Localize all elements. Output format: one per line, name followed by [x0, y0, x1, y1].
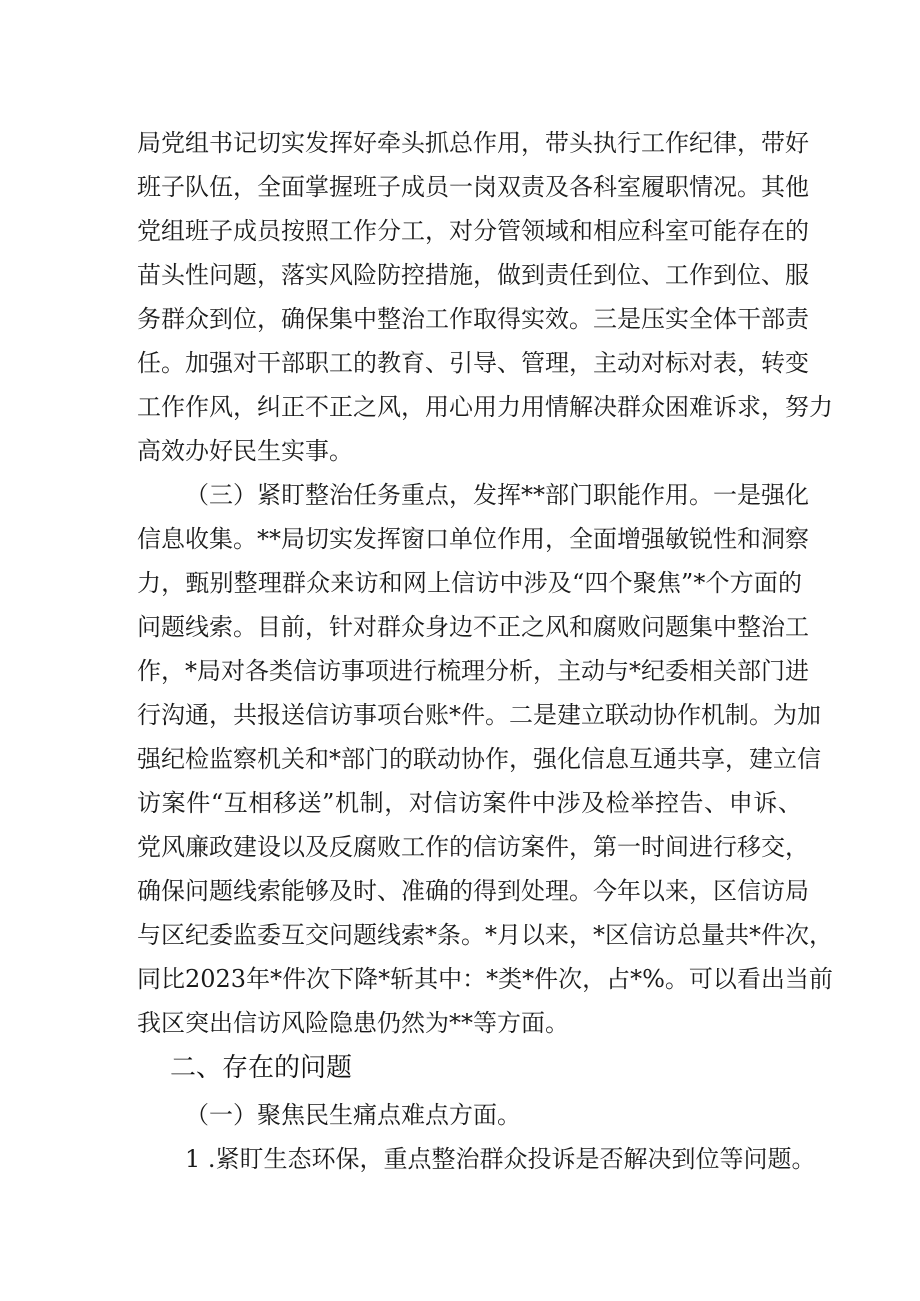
paragraph-line: 与区纪委监委互交问题线索*条。*月以来，*区信访总量共*件次，	[137, 921, 833, 949]
paragraph-line: 同比2023年*件次下降*斩其中：*类*件次，占*%。可以看出当前	[137, 965, 833, 993]
paragraph-line: 局党组书记切实发挥好牵头抓总作用，带头执行工作纪律，带好	[137, 129, 809, 157]
paragraph-line: 苗头性问题，落实风险防控措施，做到责任到位、工作到位、服	[137, 261, 809, 289]
paragraph-line: 作，*局对各类信访事项进行梳理分析，主动与*纪委相关部门进	[137, 657, 809, 685]
section-heading: 二、存在的问题	[170, 1053, 353, 1083]
paragraph-line: 确保问题线索能够及时、准确的得到处理。今年以来，区信访局	[137, 877, 809, 905]
paragraph-line: 班子队伍，全面掌握班子成员一岗双责及各科室履职情况。其他	[137, 173, 809, 201]
paragraph-line: 党组班子成员按照工作分工，对分管领域和相应科室可能存在的	[137, 217, 809, 245]
paragraph-line: 强纪检监察机关和*部门的联动协作，强化信息互通共享，建立信	[137, 745, 821, 773]
paragraph-line: 问题线索。目前，针对群众身边不正之风和腐败问题集中整治工	[137, 613, 809, 641]
paragraph-line: 行沟通，共报送信访事项台账*件。二是建立联动协作机制。为加	[137, 701, 821, 729]
paragraph-line: 我区突出信访风险隐患仍然为**等方面。	[137, 1009, 569, 1037]
paragraph-line: 务群众到位，确保集中整治工作取得实效。三是压实全体干部责	[137, 305, 809, 333]
paragraph-line: 工作作风，纠正不正之风，用心用力用情解决群众困难诉求，努力	[137, 393, 833, 421]
paragraph-line: （三）紧盯整治任务重点，发挥**部门职能作用。一是强化	[185, 481, 809, 509]
paragraph-line: 高效办好民生实事。	[137, 437, 353, 465]
subsection-heading: （一）聚焦民生痛点难点方面。	[185, 1101, 521, 1129]
paragraph-line: 力，甄别整理群众来访和网上信访中涉及“四个聚焦”*个方面的	[137, 569, 802, 597]
paragraph-line: 访案件“互相移送”机制，对信访案件中涉及检举控告、申诉、	[137, 789, 802, 817]
paragraph-line: 任。加强对干部职工的教育、引导、管理，主动对标对表，转变	[137, 349, 809, 377]
list-item: 1 .紧盯生态环保，重点整治群众投诉是否解决到位等问题。	[185, 1145, 816, 1173]
paragraph-line: 信息收集。**局切实发挥窗口单位作用，全面增强敏锐性和洞察	[137, 525, 809, 553]
paragraph-line: 党风廉政建设以及反腐败工作的信访案件，第一时间进行移交，	[137, 833, 809, 861]
